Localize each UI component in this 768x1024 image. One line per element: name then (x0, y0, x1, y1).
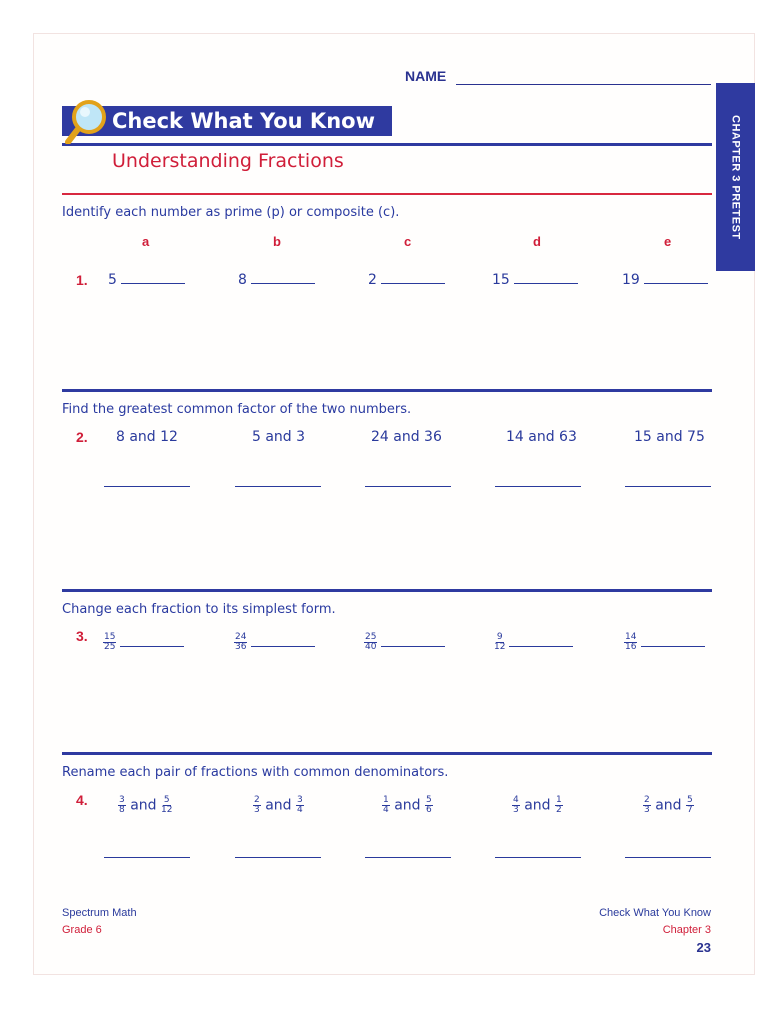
numerator: 3 (119, 795, 125, 805)
numerator: 5 (163, 795, 170, 805)
numerator: 5 (686, 795, 693, 805)
q2-item-a: 8 and 12 (116, 429, 178, 445)
q1-value: 5 (108, 272, 117, 288)
answer-line[interactable] (625, 857, 711, 858)
q1-item-d (492, 272, 578, 288)
title-rule (62, 143, 712, 146)
answer-line[interactable] (235, 486, 321, 487)
fraction (296, 796, 304, 815)
fraction (161, 796, 172, 815)
numerator: 4 (513, 795, 519, 805)
answer-line[interactable] (104, 857, 190, 858)
q1-value: 15 (492, 272, 510, 288)
numerator: 5 (425, 795, 432, 805)
side-tab-label: CHAPTER 3 PRETEST (729, 114, 742, 240)
section-divider (62, 389, 712, 392)
q3-item-d (494, 633, 573, 652)
column-c-label: c (404, 234, 412, 249)
answer-blank[interactable] (641, 646, 705, 647)
fraction (118, 796, 126, 815)
q2-instruction: Find the greatest common factor of the two numbers. (62, 402, 412, 417)
fraction (382, 796, 390, 815)
page-number: 23 (696, 940, 711, 955)
fraction (624, 633, 637, 652)
answer-line[interactable] (495, 486, 581, 487)
column-b-label: b (273, 234, 281, 249)
worksheet-page (33, 33, 755, 975)
answer-blank[interactable] (381, 646, 445, 647)
answer-blank[interactable] (251, 646, 315, 647)
q4-item-d (512, 796, 563, 815)
q1-value: 8 (238, 272, 247, 288)
name-label: NAME (405, 68, 447, 84)
q3-item-a (103, 633, 184, 652)
denominator: 12 (160, 805, 173, 815)
denominator: 8 (119, 805, 125, 815)
q1-value: 2 (368, 272, 377, 288)
q2-item-b: 5 and 3 (252, 429, 306, 445)
q1-item-a (108, 272, 185, 288)
and-word: and (394, 797, 421, 814)
fraction (364, 633, 377, 652)
q1-instruction: Identify each number as prime (p) or composite (c). (62, 205, 400, 220)
section-divider (62, 752, 712, 755)
answer-line[interactable] (365, 857, 451, 858)
q1-item-b (238, 272, 315, 288)
numerator: 2 (644, 795, 650, 805)
denominator: 2 (555, 805, 562, 815)
footer-chapter: Chapter 3 (662, 924, 711, 936)
footer-series: Spectrum Math (62, 907, 137, 919)
answer-blank[interactable] (251, 283, 315, 284)
numerator: 9 (496, 632, 503, 642)
fraction (512, 796, 520, 815)
page-subtitle: Understanding Fractions (112, 150, 344, 172)
denominator: 25 (104, 642, 116, 652)
section-divider (62, 589, 712, 592)
numerator: 25 (365, 632, 377, 642)
column-e-label: e (664, 234, 672, 249)
fraction (555, 796, 563, 815)
denominator: 3 (254, 805, 260, 815)
denominator: 3 (513, 805, 519, 815)
q3-instruction: Change each fraction to its simplest form. (62, 602, 336, 617)
answer-blank[interactable] (121, 283, 185, 284)
q1-item-c (368, 272, 445, 288)
numerator: 2 (254, 795, 260, 805)
q4-item-c (382, 796, 433, 815)
fraction (686, 796, 694, 815)
answer-blank[interactable] (509, 646, 573, 647)
numerator: 3 (296, 795, 303, 805)
page-title: Check What You Know (112, 109, 375, 133)
q4-item-b (253, 796, 304, 815)
numerator: 24 (235, 632, 247, 642)
column-a-label: a (142, 234, 150, 249)
q4-item-a (118, 796, 172, 815)
denominator: 6 (425, 805, 432, 815)
magnifier-icon (64, 98, 110, 144)
fraction (425, 796, 433, 815)
answer-line[interactable] (235, 857, 321, 858)
q3-item-b (234, 633, 315, 652)
numerator: 14 (625, 632, 637, 642)
denominator: 40 (365, 642, 377, 652)
q4-item-e (643, 796, 694, 815)
answer-line[interactable] (495, 857, 581, 858)
q2-number: 2. (76, 429, 88, 445)
q3-item-e (624, 633, 705, 652)
q4-number: 4. (76, 792, 88, 808)
q3-number: 3. (76, 628, 88, 644)
q1-item-e (622, 272, 708, 288)
and-word: and (130, 797, 157, 814)
numerator: 1 (555, 795, 562, 805)
q2-item-e: 15 and 75 (634, 429, 705, 445)
answer-line[interactable] (625, 486, 711, 487)
fraction (103, 633, 116, 652)
and-word: and (655, 797, 682, 814)
footer-grade: Grade 6 (62, 924, 102, 936)
q1-number: 1. (76, 272, 88, 288)
q1-value: 19 (622, 272, 640, 288)
q4-instruction: Rename each pair of fractions with common denominators. (62, 765, 449, 780)
denominator: 16 (625, 642, 637, 652)
answer-line[interactable] (365, 486, 451, 487)
denominator: 36 (235, 642, 247, 652)
answer-blank[interactable] (381, 283, 445, 284)
denominator: 12 (494, 642, 506, 652)
side-tab-label-wrap (716, 83, 755, 271)
and-word: and (265, 797, 292, 814)
section-divider (62, 193, 712, 195)
denominator: 4 (383, 805, 389, 815)
fraction (253, 796, 261, 815)
and-word: and (524, 797, 551, 814)
q2-item-d: 14 and 63 (506, 429, 577, 445)
denominator: 7 (686, 805, 693, 815)
answer-line[interactable] (104, 486, 190, 487)
fraction (494, 633, 505, 652)
column-d-label: d (533, 234, 541, 249)
answer-blank[interactable] (644, 283, 708, 284)
fraction (643, 796, 651, 815)
answer-blank[interactable] (514, 283, 578, 284)
numerator: 15 (104, 632, 116, 642)
name-line[interactable] (456, 84, 711, 85)
q2-item-c: 24 and 36 (371, 429, 442, 445)
answer-blank[interactable] (120, 646, 184, 647)
q3-item-c (364, 633, 445, 652)
denominator: 3 (644, 805, 650, 815)
fraction (234, 633, 247, 652)
numerator: 1 (383, 795, 389, 805)
denominator: 4 (296, 805, 303, 815)
footer-section: Check What You Know (599, 907, 711, 919)
